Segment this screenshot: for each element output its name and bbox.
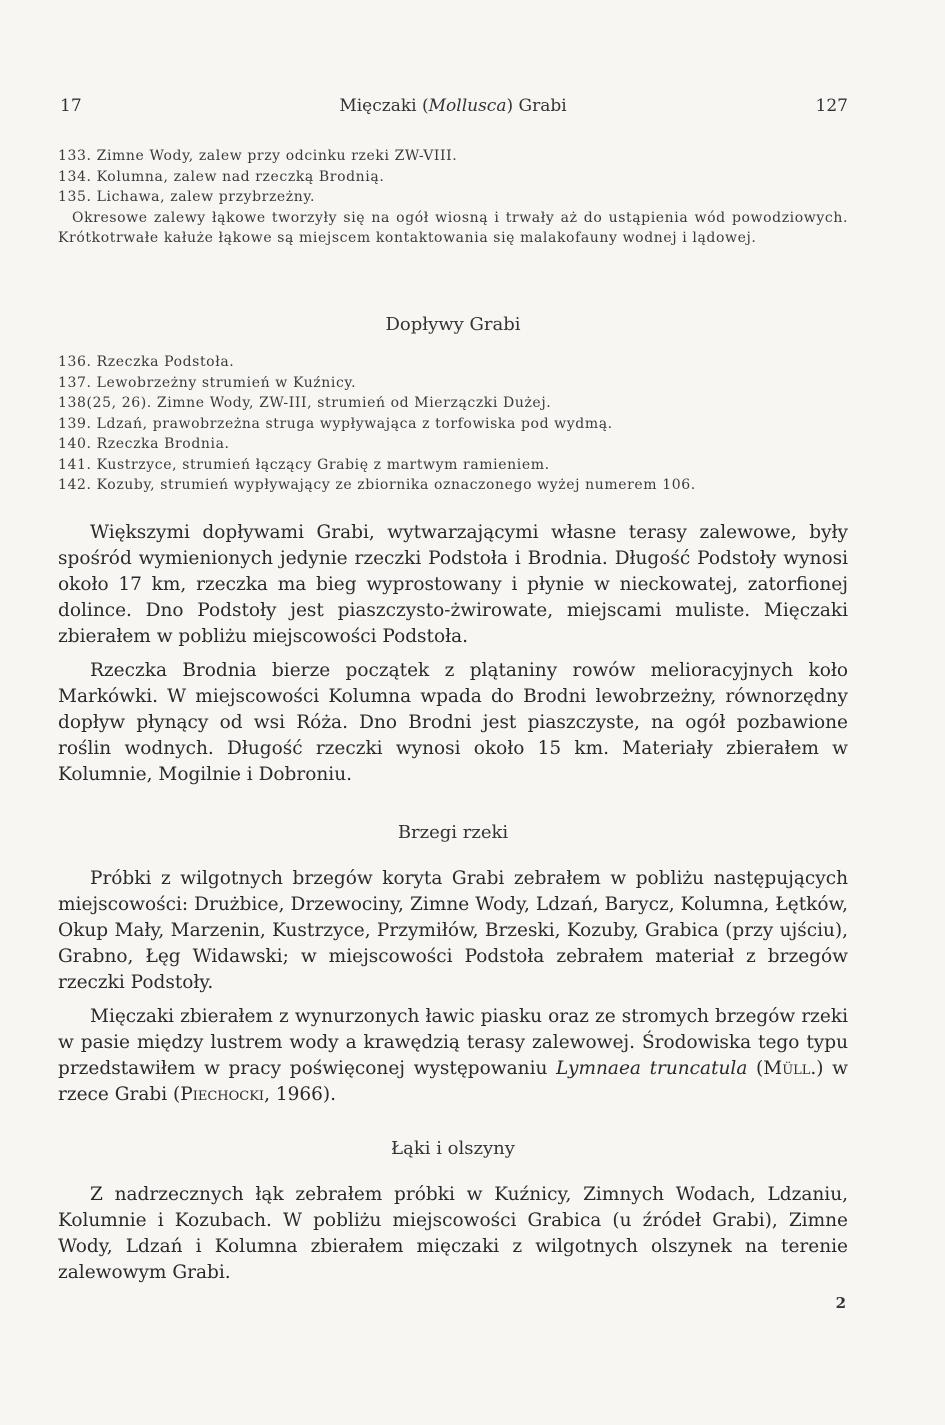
list-item: 136. Rzeczka Podstoła. bbox=[58, 354, 235, 370]
intro-paragraph: Okresowe zalewy łąkowe tworzyły się na ogół wiosną i trwały aż do ustąpienia wód powodziowych. Krótkotrwałe kałuże łąkowe są miejscem kontaktowania się malakofauny wodnej i lądowej. bbox=[58, 209, 848, 246]
section-heading-riverbanks: Brzegi rzeki bbox=[397, 822, 509, 843]
running-title: Mięczaki (Mollusca) Grabi bbox=[339, 96, 567, 116]
list-item: 139. Ldzań, prawobrzeżna struga wypływająca z torfowiska pod wydmą. bbox=[58, 415, 613, 432]
section-riverbanks-body bbox=[58, 866, 848, 1108]
header-left-number: 17 bbox=[60, 96, 82, 116]
body-paragraph: Rzeczka Brodnia bierze początek z plątaniny rowów melioracyjnych koło Markówki. W miejscowości Kolumna wpada do Brodni lewobrzeżny, równorzędny dopływ płynący od wsi Róża. Dno Brodni jest piaszczyste, na ogół pozbawione roślin wodnych. Długość rzeczki wynosi około 15 km. Materiały zbierałem w Kolumnie, Mogilnie i Dobroniu. bbox=[58, 660, 848, 785]
signature-number: 2 bbox=[835, 1294, 846, 1312]
list-item: 142. Kozuby, strumień wypływający ze zbiornika oznaczonego wyżej numerem 106. bbox=[58, 477, 696, 493]
section-heading-meadows: Łąki i olszyny bbox=[391, 1138, 515, 1159]
species-name: Lymnaea truncatula bbox=[556, 1058, 748, 1079]
species-author: Müll. bbox=[763, 1058, 817, 1079]
list-item: 133. Zimne Wody, zalew przy odcinku rzeki ZW-VIII. bbox=[58, 148, 458, 164]
body-paragraph: Mięczaki zbierałem z wynurzonych ławic piasku oraz ze stromych brzegów rzeki w pasie między lustrem wody a krawędzią terasy zalewowej. Środowiska tego typu przedstawiłem w pracy poświęconej występowaniu Lymnaea truncatula (Müll.) w rzece Grabi (Piechocki, 1966). bbox=[58, 1006, 848, 1105]
body-paragraph: Próbki z wilgotnych brzegów koryta Grabi zebrałem w pobliżu następujących miejscowości: Drużbice, Drzewociny, Zimne Wody, Ldzań, Barycz, Kolumna, Łętków, Okup Mały, Marzenin, Kustrzyce, Przymiłów, Brzeski, Kozuby, Grabica (przy ujściu), Grabno, Łęg Widawski; w miejscowości Podstoła zebrałem materiał z brzegów rzeczki Podstoły. bbox=[58, 868, 848, 993]
section-heading-tributaries: Dopływy Grabi bbox=[385, 314, 521, 335]
site-list-1 bbox=[58, 146, 848, 249]
section-tributaries-body bbox=[58, 520, 848, 788]
body-paragraph: Większymi dopływami Grabi, wytwarzającymi własne terasy zalewowe, były spośród wymienionych jedynie rzeczki Podstoła i Brodnia. Długość Podstoły wynosi około 17 km, rzeczka ma bieg wyprostowany i płynie w nieckowatej, zatorfionej dolince. Dno Podstoły jest piaszczysto-żwirowate, miejscami muliste. Mięczaki zbierałem w pobliżu miejscowości Podstoła. bbox=[58, 522, 848, 647]
body-paragraph: Z nadrzecznych łąk zebrałem próbki w Kuźnicy, Zimnych Wodach, Ldzaniu, Kolumnie i Kozubach. W pobliżu miejscowości Grabica (u źródeł Grabi), Zimne Wody, Ldzań i Kolumna zbierałem mięczaki z wilgotnych olszynek na terenie zalewowym Grabi. bbox=[58, 1184, 848, 1283]
list-item: 141. Kustrzyce, strumień łączący Grabię z martwym ramieniem. bbox=[58, 456, 550, 473]
page-number: 127 bbox=[815, 96, 848, 116]
list-item: 137. Lewobrzeżny strumień w Kuźnicy. bbox=[58, 374, 357, 391]
list-item: 134. Kolumna, zalew nad rzeczką Brodnią. bbox=[58, 168, 385, 185]
running-title-italic: Mollusca bbox=[428, 96, 507, 116]
list-item: 135. Lichawa, zalew przybrzeżny. bbox=[58, 189, 316, 205]
citation-author: Piechocki bbox=[180, 1084, 265, 1105]
running-header bbox=[58, 96, 848, 124]
site-list-2 bbox=[58, 352, 848, 496]
page bbox=[58, 0, 848, 1425]
list-item: 140. Rzeczka Brodnia. bbox=[58, 436, 230, 452]
list-item: 138(25, 26). Zimne Wody, ZW-III, strumień od Mierzączki Dużej. bbox=[58, 395, 552, 411]
section-meadows-body bbox=[58, 1182, 848, 1286]
